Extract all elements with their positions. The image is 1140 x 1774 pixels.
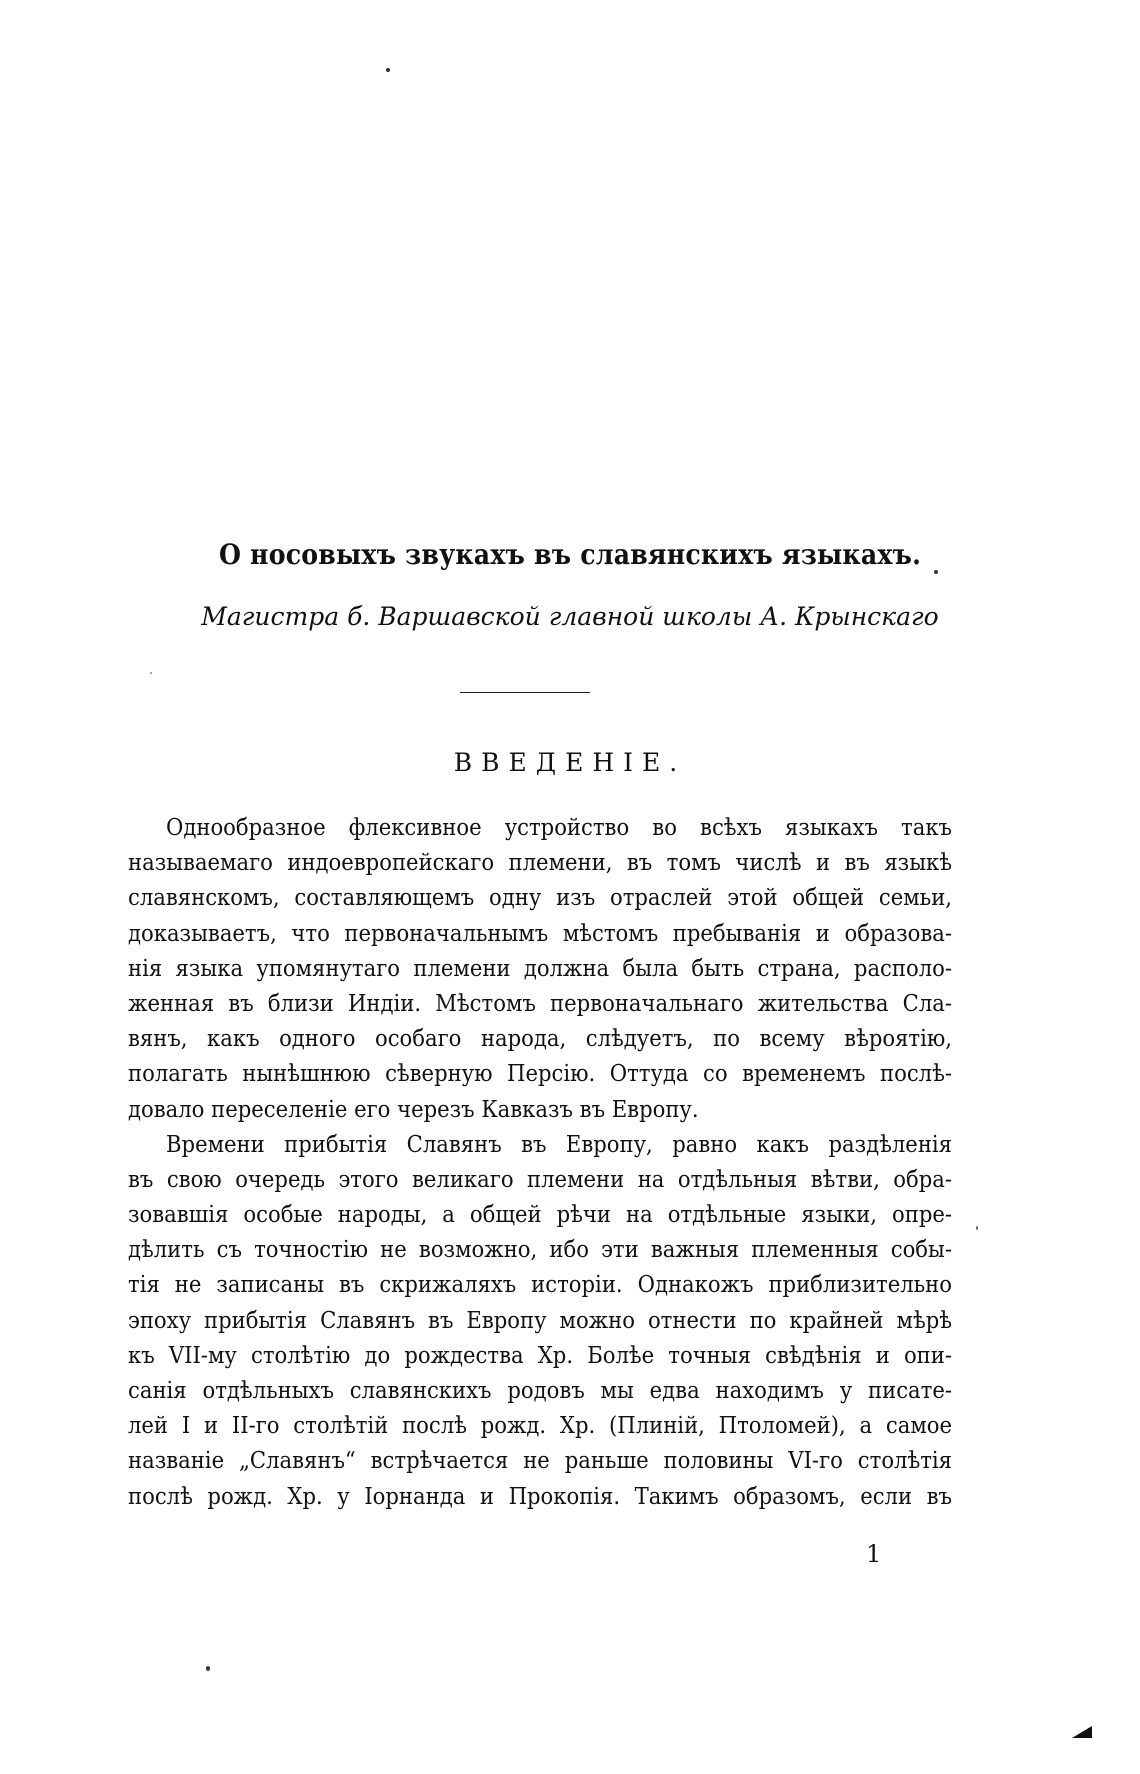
text-line: къ VII-му столѣтію до рождества Хр. Болѣе точныя свѣдѣнія и опи- <box>128 1340 952 1369</box>
scan-corner-mark <box>1072 1726 1092 1738</box>
text-line: нія языка упомянутаго племени должна была быть страна, располо- <box>128 953 952 982</box>
text-line: лей I и II-го столѣтій послѣ рожд. Хр. (Плиній, Птоломей), а самое <box>128 1411 952 1440</box>
text-line: Однообразное флексивное устройство во всѣхъ языкахъ такъ <box>166 813 952 841</box>
text-line: доказываетъ, что первоначальнымъ мѣстомъ пребыванія и образова- <box>128 918 952 947</box>
text-line: вянъ, какъ одного особаго народа, слѣдуетъ, по всему вѣроятію, <box>128 1024 952 1053</box>
scan-speck <box>206 1666 210 1671</box>
text-line: послѣ рожд. Хр. у Іорнанда и Прокопія. Такимъ образомъ, если въ <box>128 1481 952 1510</box>
scan-speck <box>976 1226 978 1230</box>
section-heading: ВВЕДЕНІЕ. <box>453 748 687 777</box>
article-title: О носовыхъ звукахъ въ славянскихъ языкахъ. <box>218 538 922 571</box>
text-line: въ свою очередь этого великаго племени на отдѣльныя вѣтви, обра- <box>128 1164 952 1193</box>
title-divider <box>460 692 590 693</box>
text-line: санія отдѣльныхъ славянскихъ родовъ мы едва находимъ у писате- <box>128 1376 952 1404</box>
scan-speck <box>386 68 390 72</box>
text-line: славянскомъ, составляющемъ одну изъ отраслей этой общей семьи, <box>128 883 952 912</box>
text-line: дѣлить съ точностію не возможно, ибо эти важныя племенныя собы- <box>128 1235 952 1264</box>
text-line: полагать нынѣшнюю сѣверную Персію. Оттуда со временемъ послѣ- <box>128 1059 952 1088</box>
text-line: зовавшія особые народы, а общей рѣчи на отдѣльные языки, опре- <box>128 1200 952 1229</box>
text-line: женная въ близи Индіи. Мѣстомъ первоначальнаго жительства Сла- <box>128 988 952 1017</box>
text-line: эпоху прибытія Славянъ въ Европу можно отнести по крайней мѣрѣ <box>128 1305 952 1334</box>
text-line: называемаго индоевропейскаго племени, въ томъ числѣ и въ языкѣ <box>128 848 952 877</box>
body-text <box>128 810 952 1514</box>
text-line: Времени прибытія Славянъ въ Европу, равно какъ раздѣленія <box>166 1129 952 1158</box>
scan-speck <box>934 570 938 574</box>
text-line: довало переселеніе его черезъ Кавказъ въ Европу. <box>128 1094 699 1123</box>
page-number: 1 <box>866 1540 882 1568</box>
text-line: тія не записаны въ скрижаляхъ исторіи. Однакожъ приблизительно <box>128 1270 952 1299</box>
scan-speck <box>150 672 152 674</box>
article-author-line: Магистра б. Варшавской главной школы А. Крынскаго <box>201 602 939 631</box>
text-line: названіе „Славянъ“ встрѣчается не раньше половины VI-го столѣтія <box>128 1446 952 1475</box>
